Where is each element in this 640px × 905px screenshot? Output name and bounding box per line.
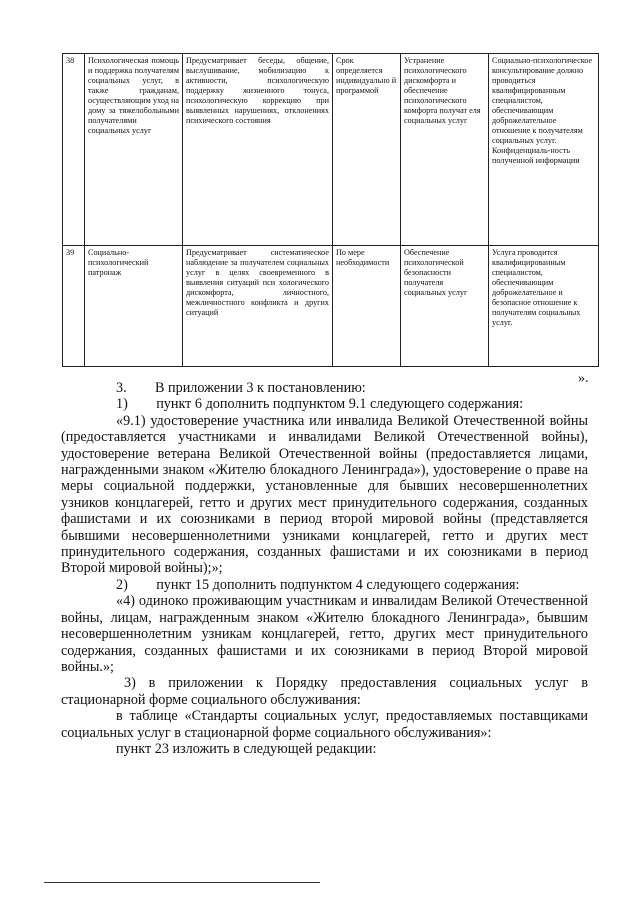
row-number: 38 xyxy=(63,54,85,246)
row-number: 39 xyxy=(63,246,85,367)
paragraph-item-23: пункт 23 изложить в следующей редакции: xyxy=(116,740,377,757)
closing-quote: ». xyxy=(578,371,589,386)
document-body xyxy=(61,380,588,757)
service-conditions: Услуга проводится квалифицированным специалистом, обеспечивающим доброжелательное и безопасное отношение к получателям социальных услуг. xyxy=(489,246,599,367)
paragraph-9-1-text: «9.1) удостоверение участника или инвалида Великой Отечественной войны (предоставляется участниками и инвалидами Великой Отечественной войны), удостоверение ветерана Великой Отечественной войны (предоставляется лицами, награжденными знаком «Жителю блокадного Ленинграда»), удостоверение о праве на меры социальной поддержки, установленные для бывших несовершеннолетних узников концлагерей, гетто и других мест принудительного содержания, созданных фашистами и их союзниками в период второй мировой войны (представляется бывшими несовершеннолетними узниками концлагерей, гетто и других мест принудительного содержания, созданных фашистами и их союзниками в период Второй мировой войны);»; xyxy=(61,412,588,577)
paragraph-subitem-3: 3) в приложении к Порядку предоставления социальных услуг в стационарной форме социального обслуживания: xyxy=(61,675,588,708)
service-term: Срок определяется индивидуально й программой xyxy=(333,54,401,246)
service-description: Предусматривает беседы, общение, выслушивание, мобилизацию к активности, психологическую поддержку жизненного тонуса, психологическую коррекцию при выявленных нарушениях, отклонениях психического состояния xyxy=(183,54,333,246)
table-row xyxy=(63,54,599,246)
paragraph-4-text: «4) одиноко проживающим участникам и инвалидам Великой Отечественной войны, лицам, награжденным знаком «Жителю блокадного Ленинграда», бывшим несовершеннолетним узникам концлагерей, гетто, других мест принудительного содержания, созданных фашистами и их союзниками в период Второй мировой войны.»; xyxy=(61,593,588,675)
service-result: Обеспечение психологической безопасности получателя социальных услуг xyxy=(401,246,489,367)
service-name: Психологическая помощь и поддержка получателям социальных услуг, в также гражданам, осуществляющим уход на дому за тяжелобольными получателями социальных услуг xyxy=(85,54,183,246)
paragraph-subitem-2: 2) пункт 15 дополнить подпунктом 4 следующего содержания: xyxy=(116,576,520,593)
service-result: Устранение психологического дискомфорта и обеспечение психологического комфорта получат еля социальных услуг xyxy=(401,54,489,246)
service-term: По мере необходимости xyxy=(333,246,401,367)
service-name: Социально-психологический патронаж xyxy=(85,246,183,367)
table-row xyxy=(63,246,599,367)
paragraph-table-reference: в таблице «Стандарты социальных услуг, предоставляемых поставщиками социальных услуг в стационарной форме социального обслуживания»: xyxy=(61,708,588,741)
paragraph-item-3: 3. В приложении 3 к постановлению: xyxy=(116,380,366,396)
paragraph-subitem-1: 1) пункт 6 дополнить подпунктом 9.1 следующего содержания: xyxy=(116,396,524,413)
service-description: Предусматривает систематическое наблюдение за получателем социальных услуг в целях своевременного в выявления ситуаций пси хологического дискомфорта, личностного, межличностного конфликта и других ситуаций xyxy=(183,246,333,367)
bottom-divider xyxy=(44,882,320,883)
services-table xyxy=(62,53,599,367)
service-conditions: Социально-психологическое консультирование должно проводиться квалифицированным специалистом, обеспечивающим доброжелательное отношение к получателям социальных услуг. Конфиденциаль-ность полученной информации xyxy=(489,54,599,246)
